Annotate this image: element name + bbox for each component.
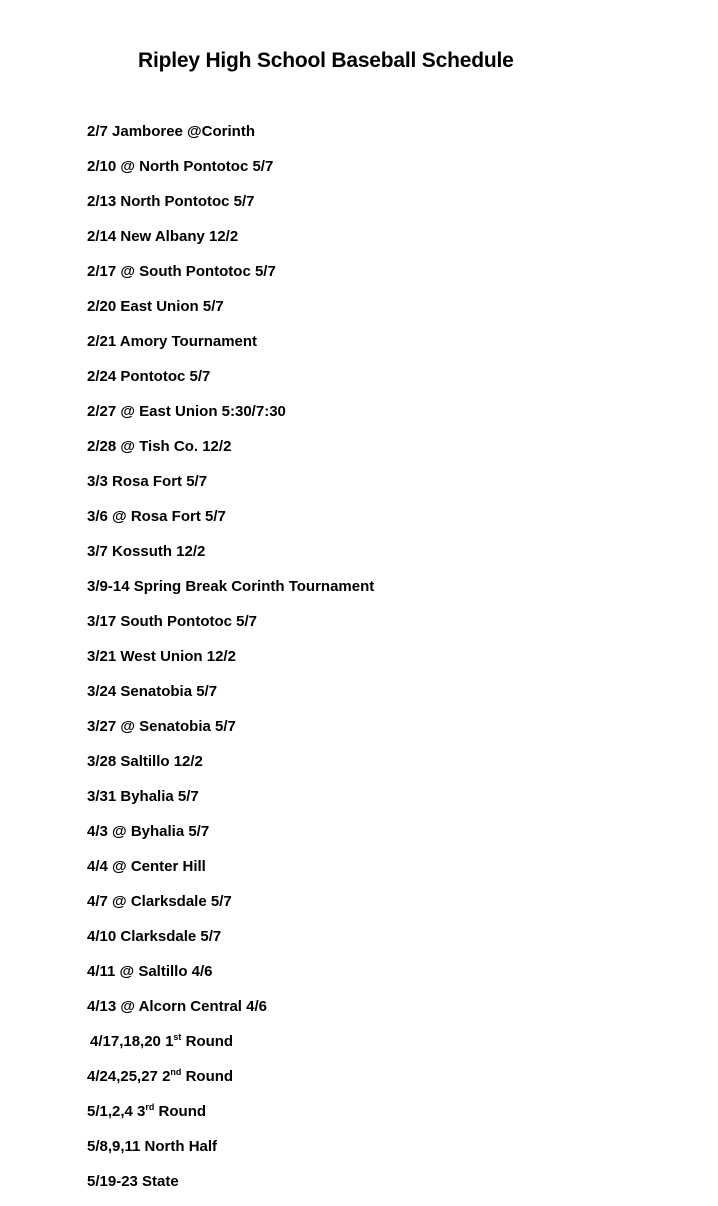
schedule-entry: [87, 226, 374, 261]
entry-text: 5/8,9,11 North Half: [87, 1138, 218, 1155]
entry-text: 2/20 East Union 5/7: [87, 298, 224, 315]
schedule-entry: [87, 1171, 374, 1206]
entry-text: 4/3 @ Byhalia 5/7: [87, 823, 210, 840]
schedule-entry: [87, 716, 374, 751]
schedule-entry: [87, 331, 374, 366]
schedule-entry: [87, 401, 374, 436]
ordinal-suffix: nd: [170, 1067, 182, 1077]
ordinal-suffix: st: [173, 1032, 182, 1042]
schedule-entry: [87, 296, 374, 331]
schedule-entry: [87, 961, 374, 996]
entry-text-end: Round: [181, 1033, 234, 1050]
entry-text: 4/7 @ Clarksdale 5/7: [87, 893, 232, 910]
schedule-entry: [87, 856, 374, 891]
ordinal-suffix: rd: [145, 1102, 155, 1112]
schedule-entry: [87, 1066, 374, 1101]
schedule-entry: [87, 891, 374, 926]
entry-text: 5/1,2,4 3: [87, 1103, 146, 1120]
entry-text: 4/4 @ Center Hill: [87, 858, 206, 875]
schedule-entry: [87, 366, 374, 401]
entry-text: 3/6 @ Rosa Fort 5/7: [87, 508, 226, 525]
schedule-entry: [87, 751, 374, 786]
entry-text: 3/21 West Union 12/2: [87, 648, 236, 665]
schedule-entry: [87, 576, 374, 611]
schedule-list: [87, 121, 374, 1206]
page-title: Ripley High School Baseball Schedule: [138, 49, 514, 72]
entry-text-end: Round: [154, 1103, 207, 1120]
schedule-entry: [87, 506, 374, 541]
entry-text: 4/11 @ Saltillo 4/6: [87, 963, 213, 980]
schedule-entry: [87, 1136, 374, 1171]
schedule-entry: [87, 191, 374, 226]
entry-text: 5/19-23 State: [87, 1173, 179, 1190]
entry-text: 2/14 New Albany 12/2: [87, 228, 239, 245]
schedule-entry: [87, 611, 374, 646]
schedule-entry: [87, 926, 374, 961]
schedule-entry: [87, 121, 374, 156]
schedule-entry: [87, 541, 374, 576]
entry-text: 3/31 Byhalia 5/7: [87, 788, 199, 805]
entry-text: 4/24,25,27 2: [87, 1068, 171, 1085]
schedule-entry: [87, 1101, 374, 1136]
schedule-entry: [87, 821, 374, 856]
entry-text: 3/28 Saltillo 12/2: [87, 753, 203, 770]
schedule-entry: [87, 786, 374, 821]
entry-text: 2/13 North Pontotoc 5/7: [87, 193, 255, 210]
entry-text: 3/9-14 Spring Break Corinth Tournament: [87, 578, 375, 595]
entry-text: 3/24 Senatobia 5/7: [87, 683, 218, 700]
entry-text: 2/7 Jamboree @Corinth: [87, 123, 256, 140]
schedule-entry: [87, 471, 374, 506]
entry-text: 3/17 South Pontotoc 5/7: [87, 613, 258, 630]
entry-text: 3/7 Kossuth 12/2: [87, 543, 206, 560]
schedule-entry: [87, 156, 374, 191]
schedule-entry: [87, 1031, 374, 1066]
entry-text: 3/27 @ Senatobia 5/7: [87, 718, 236, 735]
entry-text: 2/17 @ South Pontotoc 5/7: [87, 263, 276, 280]
entry-text: 2/24 Pontotoc 5/7: [87, 368, 211, 385]
schedule-entry: [87, 996, 374, 1031]
schedule-entry: [87, 261, 374, 296]
entry-text: 2/27 @ East Union 5:30/7:30: [87, 403, 286, 420]
entry-text: 4/10 Clarksdale 5/7: [87, 928, 222, 945]
entry-text: 2/21 Amory Tournament: [87, 333, 258, 350]
entry-text: 4/13 @ Alcorn Central 4/6: [87, 998, 267, 1015]
entry-text-end: Round: [181, 1068, 234, 1085]
schedule-entry: [87, 436, 374, 471]
schedule-entry: [87, 681, 374, 716]
entry-text: 3/3 Rosa Fort 5/7: [87, 473, 208, 490]
entry-text: 2/28 @ Tish Co. 12/2: [87, 438, 232, 455]
entry-text: 4/17,18,20 1: [90, 1033, 174, 1050]
entry-text: 2/10 @ North Pontotoc 5/7: [87, 158, 274, 175]
schedule-entry: [87, 646, 374, 681]
